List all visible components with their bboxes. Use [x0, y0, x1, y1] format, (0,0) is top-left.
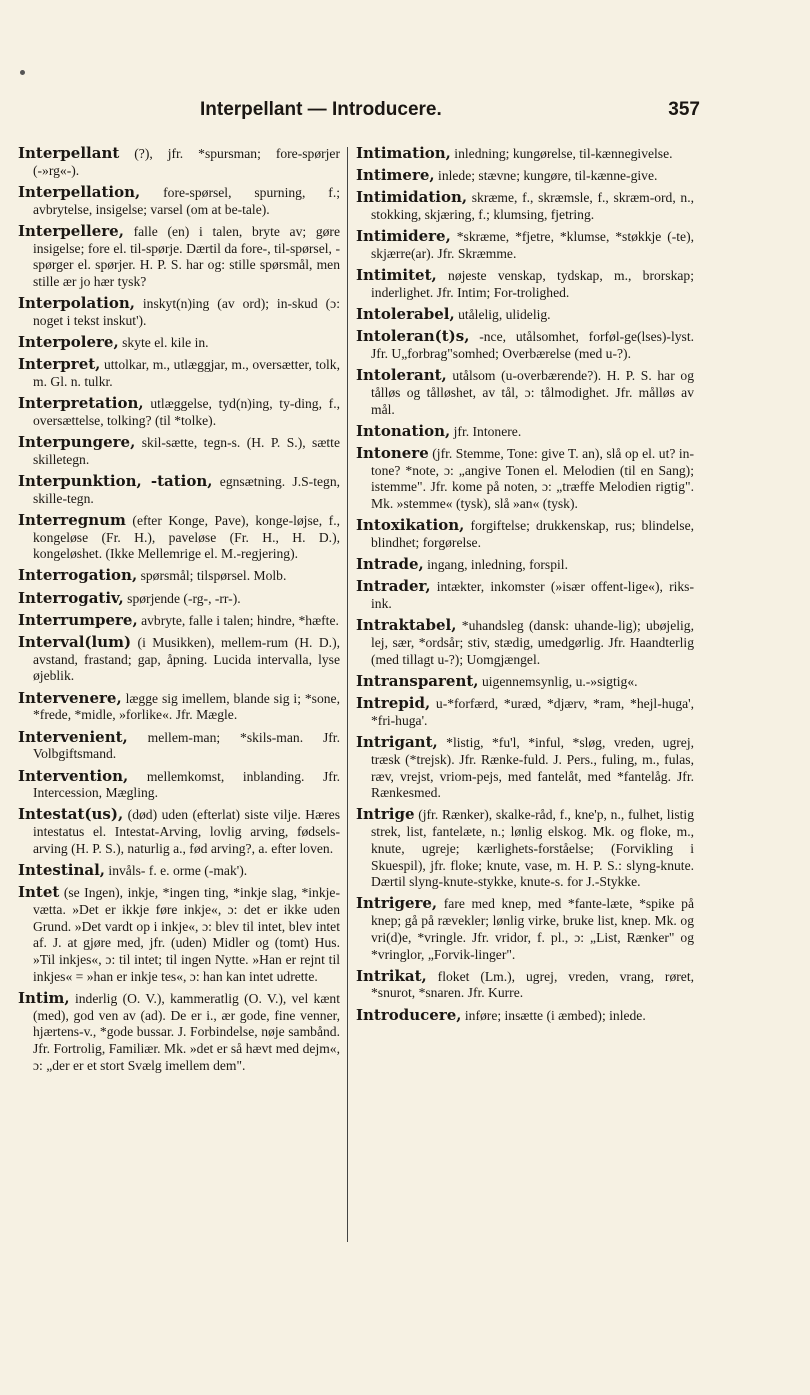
headword: Intrepid,: [356, 694, 431, 713]
headword: Intrikat,: [356, 966, 427, 985]
definition: (jfr. Rænker), skalke-råd, f., kne'p, n., fulhet, listig strek, list, fantelæte, n.; lønlig elskog. Mk. og floke, m., knute, ugreje; kærlighets-forståelse; (Forvikling i Skuespil), jfr. floke; knute, vase, m. H. P. S.: slyng-knute. Dærtil slyng-knute-stykke, knute-s. for J.-Stykke.: [371, 807, 694, 890]
dictionary-entry: [356, 968, 694, 1002]
dictionary-entry: [18, 334, 340, 352]
definition: mellem-man; *skils-man. Jfr. Volbgiftsmand.: [33, 729, 340, 762]
right-column: [356, 145, 694, 1029]
definition: u-*forfærd, *uræd, *djærv, *ram, *hejl-huga', *fri-huga'.: [371, 696, 694, 728]
definition: floket (Lm.), ugrej, vreden, vrang, røret, *snurot, *snaren. Jfr. Kurre.: [371, 968, 694, 1001]
dictionary-entry: [356, 445, 694, 513]
headword: Intim,: [18, 988, 70, 1007]
definition: *skræme, *fjetre, *klumse, *støkkje (-te), skjærre(ar). Jfr. Skræmme.: [371, 229, 694, 262]
dictionary-entry: [18, 690, 340, 724]
definition: (se Ingen), inkje, *ingen ting, *inkje slag, *inkje-vætta. »Det er ikkje føre inkje«, ɔ: det er ikke uden Grund. »Det vardt op i inkje«, ɔ: blev til intet, blev intet af. J. at gjøre med, jfr. (uden) Midler og (tomt) Hus. »Til inkjes«, ɔ: til intet; til ingen Nytte. »Han er rejnt til inkjes« = »han er inkje tes«, ɔ: han kan intet udrette.: [33, 885, 340, 984]
definition: avbryte, falle i talen; hindre, *hæfte.: [137, 612, 339, 628]
dictionary-entry: [356, 895, 694, 963]
definition: spørjende (-rg-, -rr-).: [123, 590, 241, 606]
definition: inføre; insætte (i æmbed); inlede.: [461, 1007, 646, 1023]
definition: (efter Konge, Pave), konge-løjse, f., kongeløse (Fr. H.), paveløse (Fr. H., H. D.), kongeløshet. (Ikke Mellemrige el. M.-regjering).: [33, 512, 340, 562]
definition: falle (en) i talen, bryte av; gøre insigelse; fore el. til-spørje. Dærtil da fore-, til-spørsel, -spørger el. spørjer. H. P. S. har og: stille spørsmål, men stille ær jo hær tysk?: [33, 223, 340, 289]
left-column: [18, 145, 340, 1079]
definition: mellemkomst, inblanding. Jfr. Intercession, Mægling.: [33, 768, 340, 801]
headword: Intonation,: [356, 421, 451, 440]
headword: Interpungere,: [18, 433, 136, 452]
dictionary-entry: [356, 556, 694, 574]
dictionary-entry: [356, 1007, 694, 1025]
dictionary-entry: [18, 395, 340, 429]
headword: Intrigere,: [356, 894, 438, 913]
definition: inskyt(n)ing (av ord); in-skud (ɔ: noget i tekst inskut').: [33, 296, 340, 328]
definition: skræme, f., skræmsle, f., skræm-ord, n., stokking, skjæring, f.; klumsing, fjetring.: [371, 190, 694, 223]
dictionary-entry: [356, 167, 694, 185]
column-divider: [347, 147, 348, 1242]
dictionary-entry: [18, 768, 340, 802]
headword: Intolerant,: [356, 366, 447, 385]
headword: Intimitet,: [356, 266, 437, 285]
headword: Interpunktion, -tation,: [18, 471, 213, 490]
headword: Intoleran(t)s,: [356, 327, 470, 346]
dictionary-entry: [18, 473, 340, 507]
dictionary-entry: [356, 734, 694, 802]
definition: jfr. Intonere.: [450, 423, 522, 439]
dictionary-entry: [18, 990, 340, 1075]
dictionary-entry: [18, 884, 340, 985]
headword: Interrogation,: [18, 566, 138, 585]
dictionary-entry: [356, 617, 694, 668]
headword: Intransparent,: [356, 671, 479, 690]
definition: utålsom (u-overbærende?). H. P. S. har og tålløs og tålløshet, av tål, ɔ: tålmodighet. Jfr. målløs av mål.: [371, 368, 694, 417]
headword: Intestat(us),: [18, 805, 124, 824]
headword: Interpolation,: [18, 294, 135, 313]
definition: -nce, utålsomhet, forføl-ge(lses)-lyst. Jfr. U„forbrag"somhed; Overbærelse (med u-?).: [371, 329, 694, 362]
dictionary-entry: [18, 184, 340, 218]
dictionary-entry: [18, 434, 340, 468]
definition: inledning; kungørelse, til-kænnegivelse.: [450, 146, 673, 161]
definition: inlede; stævne; kungøre, til-kænne-give.: [434, 168, 658, 184]
definition: fare med knep, med *fante-læte, *spike på knep; gå på rævekler; lønlig virke, bruke list, knep. Mk. og vri(d)e, *vringle. Jfr. vridor, f. pl., ɔ: „List, Rænker" og *vringlor, „Forvik-linger".: [371, 896, 694, 962]
definition: (i Musikken), mellem-rum (H. D.), avstand, frastand; gap, åpning. Lucida intervalla, lyse øjeblik.: [33, 635, 340, 684]
definition: inderlig (O. V.), kammeratlig (O. V.), vel kænt (med), god ven av (ad). De er i., ær gode, fine venner, hjærtens-v., *gode bussar. J. Forbindelse, nøje sambånd. Jfr. Fortrolig, Familiær. Mk. »det er så hævt med dejm«, ɔ: „der er et stort Svælg imellem dem".: [33, 990, 340, 1073]
dictionary-entry: [356, 578, 694, 612]
headword: Intimidation,: [356, 188, 468, 207]
dictionary-entry: [356, 145, 694, 163]
definition: spørsmål; tilspørsel. Molb.: [137, 568, 287, 584]
dictionary-entry: [356, 673, 694, 691]
dictionary-entry: [356, 517, 694, 551]
dictionary-entry: [356, 306, 694, 324]
definition: invåls- f. e. orme (-mak').: [105, 863, 248, 879]
dictionary-entry: [18, 612, 340, 630]
dictionary-entry: [356, 189, 694, 223]
definition: utlæggelse, tyd(n)ing, ty-ding, f., oversættelse, tolking? (til *tolke).: [33, 396, 340, 428]
headword: Intimation,: [356, 144, 451, 162]
headword: Intraktabel,: [356, 616, 457, 635]
headword: Intervenere,: [18, 688, 122, 707]
dictionary-entry: [18, 729, 340, 763]
headword: Intervention,: [18, 766, 129, 785]
headword: Interregnum: [18, 510, 126, 529]
definition: lægge sig imellem, blande sig i; *sone, *frede, *midle, »forlike«. Jfr. Mægle.: [33, 690, 340, 723]
definition: uttolkar, m., utlæggjar, m., oversætter, tolk, m. Gl. n. tulkr.: [33, 357, 340, 389]
definition: utålelig, ulidelig.: [454, 307, 551, 323]
headword: Intimidere,: [356, 227, 451, 246]
page-number: 357: [668, 99, 700, 120]
headword: Interrumpere,: [18, 610, 138, 629]
dictionary-entry: [18, 295, 340, 329]
definition: egnsætning. J.S-tegn, skille-tegn.: [33, 473, 341, 506]
dictionary-entry: [18, 862, 340, 880]
running-title: Interpellant — Introducere.: [200, 99, 442, 120]
headword: Interval(lum): [18, 633, 132, 652]
headword: Intoxikation,: [356, 516, 465, 535]
headword: Intrigant,: [356, 733, 438, 752]
dictionary-entry: [18, 590, 340, 608]
definition: *listig, *fu'l, *inful, *sløg, vreden, ugrej, træsk (*trejsk). Jfr. Rænke-fuld. J. Pers., fuling, m., fulas, ræv, vrejst, vriom-pejs, med fantelåt, med *fantelåg. Jfr. Rænkesmed.: [371, 735, 694, 801]
headword: Introducere,: [356, 1005, 462, 1024]
definition: skyte el. kile in.: [118, 335, 209, 351]
definition: skil-sætte, tegn-s. (H. P. S.), sætte skilletegn.: [33, 435, 340, 467]
dictionary-entry: [18, 806, 340, 857]
headword: Intolerabel,: [356, 305, 455, 324]
dictionary-entry: [356, 806, 694, 891]
headword: Interpolere,: [18, 333, 119, 352]
page-header: [200, 99, 700, 127]
definition: ingang, inledning, forspil.: [423, 557, 568, 573]
dictionary-entry: [356, 423, 694, 441]
headword: Intestinal,: [18, 861, 106, 880]
definition: uigennemsynlig, u.-»sigtig«.: [478, 673, 638, 689]
headword: Interpellant: [18, 144, 120, 162]
definition: nøjeste venskap, tydskap, m., brorskap; inderlighet. Jfr. Intim; For-trolighed.: [371, 268, 694, 300]
definition: (?), jfr. *spursman; fore-spørjer (-»rg«-).: [33, 146, 340, 178]
dictionary-entry: [18, 567, 340, 585]
dictionary-entry: [18, 145, 340, 179]
headword: Intervenient,: [18, 727, 128, 746]
dictionary-entry: [356, 228, 694, 262]
definition: forgiftelse; drukkenskap, rus; blindelse, blindhet; forgørelse.: [371, 518, 694, 551]
ink-spot: [20, 70, 25, 75]
definition: (jfr. Stemme, Tone: give T. an), slå op el. ut? in-tone? *note, ɔ: „angive Tonen el. Melodien (til en Sang); istemme". Jfr. kome på noten, ɔ: „træffe Melodien rigtig". Mk. »stemme« (tysk), slå »an« (tysk).: [371, 446, 694, 512]
headword: Interpellation,: [18, 182, 141, 201]
dictionary-entry: [18, 634, 340, 685]
definition: fore-spørsel, spurning, f.; avbrytelse, insigelse; varsel (om at be-tale).: [33, 184, 340, 217]
dictionary-entry: [356, 695, 694, 729]
definition: (død) uden (efterlat) siste vilje. Hæres intestatus el. Intestat-Arving, lovlig arving, fødsels-arving (H. P. S.), naturlig a., fød arving?, a. efter loven.: [33, 807, 340, 856]
dictionary-entry: [18, 512, 340, 563]
dictionary-entry: [18, 356, 340, 390]
headword: Interrogativ,: [18, 588, 124, 607]
dictionary-entry: [356, 367, 694, 418]
dictionary-entry: [356, 267, 694, 301]
headword: Intrader,: [356, 577, 431, 596]
headword: Interpellere,: [18, 221, 124, 240]
definition: *uhandsleg (dansk: uhande-lig); ubøjelig, lej, sær, *ordsår; stiv, stædig, umedgørlig. Jfr. Haandterlig (med tillagt u-?); Uomgjængel.: [371, 618, 694, 667]
dictionary-entry: [18, 223, 340, 291]
dictionary-entry: [356, 328, 694, 362]
headword: Intimere,: [356, 166, 435, 185]
headword: Intrade,: [356, 555, 424, 574]
headword: Interpret,: [18, 355, 101, 374]
definition: intækter, inkomster (»især offent-lige«), riks-ink.: [371, 579, 694, 612]
headword: Intrige: [356, 805, 415, 824]
headword: Interpretation,: [18, 394, 144, 413]
headword: Intonere: [356, 444, 429, 463]
headword: Intet: [18, 883, 60, 902]
